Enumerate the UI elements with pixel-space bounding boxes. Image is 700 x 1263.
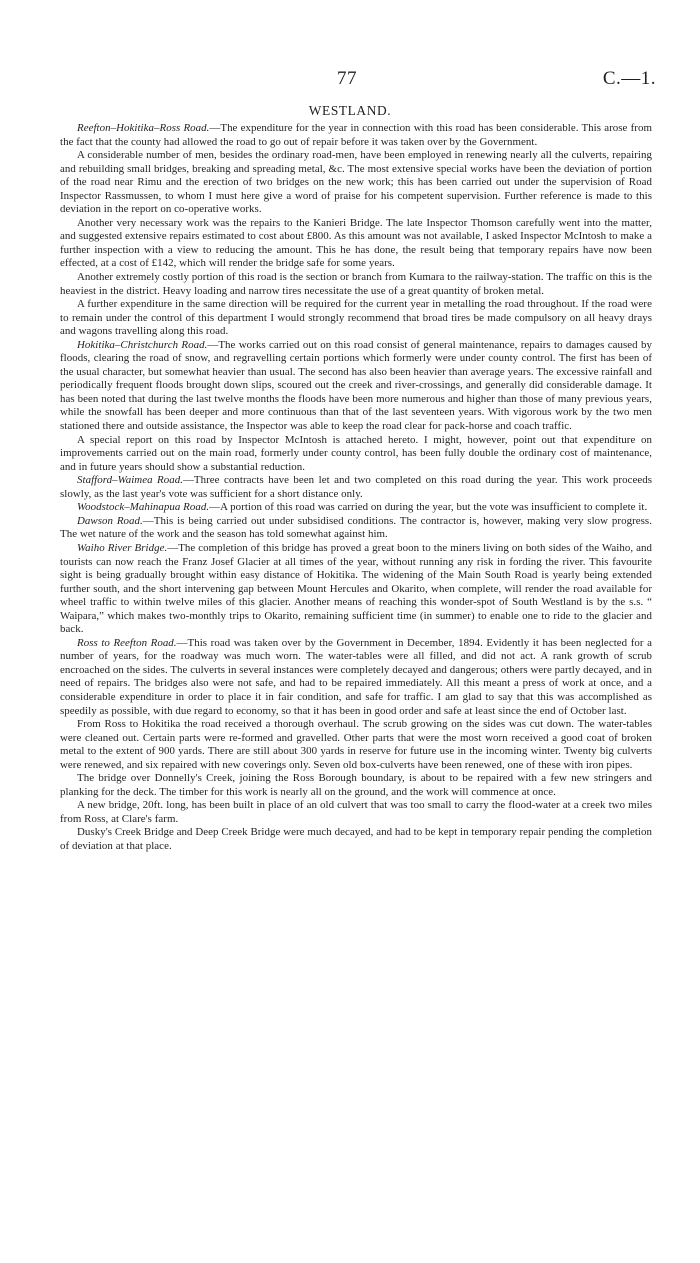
report-body <box>60 122 652 854</box>
paragraph <box>60 637 652 718</box>
paragraph <box>60 298 652 339</box>
paragraph-text: —A portion of this road was carried on during the year, but the vote was insufficient to complete it. <box>209 501 648 514</box>
paragraph <box>60 474 652 501</box>
paragraph-heading: Dawson Road. <box>77 514 143 527</box>
paragraph <box>60 542 652 637</box>
paragraph <box>60 799 652 826</box>
paragraph-heading: Hokitika–Christchurch Road. <box>77 338 208 351</box>
paragraph-heading: Ross to Reefton Road. <box>77 636 177 649</box>
paragraph-text: Another very necessary work was the repairs to the Kanieri Bridge. The late Inspector Thomson carefully went into the matter, and suggested extensive repairs estimated to cost about £800. As this amount was not available, I asked Inspector McIntosh to make a further inspection with a view to reducing the amount. This he has done, the result being that temporary repairs have now been effected, at a cost of £142, which will render the bridge safe for some years. <box>60 216 652 270</box>
paragraph <box>60 826 652 853</box>
paragraph <box>60 217 652 271</box>
paragraph-heading: Waiho River Bridge. <box>77 541 168 554</box>
paragraph-text: From Ross to Hokitika the road received a thorough overhaul. The scrub growing on the sides was cut down. The water-tables were cleaned out. Certain parts were re-formed and gravelled. Other parts that were the most worn received a good coat of broken metal to the extent of 900 yards. There are still about 300 yards in reserve for future use in the incoming winter. Twenty big culverts were renewed, and six repaired with new coverings only. Seven old box-culverts have been renewed, one of these with iron pipes. <box>60 718 652 771</box>
document-reference: C.—1. <box>602 68 656 89</box>
paragraph-text: A special report on this road by Inspector McIntosh is attached hereto. I might, however, point out that expenditure on improvements carried out on the main road, formerly under county control, has been fully double the ordinary cost of maintenance, and in future years should show a substantial reduction. <box>60 433 652 473</box>
page-number: 77 <box>337 68 357 89</box>
paragraph-text: —The works carried out on this road consist of general maintenance, repairs to damages caused by floods, clearing the road of snow, and regravelling certain portions which formerly were under county control. The first has been of the usual character, but somewhat heavier than usual. The second has also been heavier than average years. The excessive rainfall and periodically frequent floods brought down slips, scoured out the creek and river-crossings, and generally did considerable damage. It has been noted that during the last twelve months the floods have been more numerous and higher than those of many previous years, while the snowfall has been deeper and more continuous than that of the last seventeen years. With vigorous work by the two men stationed there and outside assistance, the Inspector was able to keep the road clear for pack-horse and coach traffic. <box>60 338 652 433</box>
paragraph-text: Another extremely costly portion of this road is the section or branch from Kumara to the railway-station. The traffic on this is the heaviest in the district. Heavy loading and narrow tires necessitate the use of a great quantity of broken metal. <box>60 271 652 297</box>
paragraph <box>60 339 652 434</box>
paragraph-text: A further expenditure in the same direction will be required for the current year in metalling the road throughout. If the road were to remain under the control of this department I would strongly recommend that broad tires be made compulsory on all heavy drays and wagons travelling along this road. <box>60 298 652 338</box>
paragraph-heading: Reefton–Hokitika–Ross Road. <box>77 122 210 134</box>
paragraph-text: —This is being carried out under subsidised conditions. The contractor is, however, making very slow progress. The wet nature of the work and the season has told somewhat against him. <box>60 514 652 541</box>
paragraph-text: A new bridge, 20ft. long, has been built in place of an old culvert that was too small to carry the flood-water at a creek two miles from Ross, at Clare's farm. <box>60 799 652 825</box>
paragraph <box>60 434 652 475</box>
paragraph <box>60 718 652 772</box>
paragraph-text: —Three contracts have been let and two completed on this road during the year. This work proceeds slowly, as the last year's vote was sufficient for a short distance only. <box>60 474 652 500</box>
paragraph <box>60 122 652 149</box>
paragraph <box>60 772 652 799</box>
paragraph-text: A considerable number of men, besides the ordinary road-men, have been employed in renewing nearly all the culverts, repairing and rebuilding small bridges, breaking and spreading metal, &c. The most extensive special works have been the deviation of portion of the road near Rimu and the erection of two bridges on the new work; this has been carried out under the supervision of Road Inspector Rassmussen, to whom I must here give a word of praise for his competent supervision. Further reference is made to this deviation in the report on co-operative works. <box>60 149 652 216</box>
paragraph-text: The bridge over Donnelly's Creek, joining the Ross Borough boundary, is about to be repaired with a few new stringers and planking for the deck. The timber for this work is nearly all on the ground, and the work will commence at once. <box>60 772 652 798</box>
paragraph-text: —The expenditure for the year in connection with this road has been considerable. This arose from the fact that the county had allowed the road to go out of repair before it was taken over by the Government. <box>60 122 652 148</box>
paragraph-heading: Stafford–Waimea Road. <box>77 474 183 487</box>
paragraph <box>60 515 652 542</box>
paragraph-text: Dusky's Creek Bridge and Deep Creek Bridge were much decayed, and had to be kept in temporary repair pending the completion of deviation at that place. <box>60 826 652 852</box>
paragraph <box>60 501 652 515</box>
paragraph <box>60 149 652 217</box>
paragraph-text: —The completion of this bridge has proved a great boon to the miners living on both sides of the Waiho, and tourists can now reach the Franz Josef Glacier at all times of the year, without running any risk in fording the river. This favourite sight is being gradually brought within easy distance of Hokitika. The widening of the Main South Road is yearly being extended further south, and the short intervening gap between Mount Hercules and Okarito, when complete, will render the road available for wheel traffic to within twelve miles of this glacier. Another means of reaching this wonder-spot of South Westland is by the s.s. “ Waipara,” which makes two-monthly trips to Okarito, remaining sufficient time (in summer) to enable one to ride to the glacier and back. <box>60 541 652 636</box>
paragraph <box>60 271 652 298</box>
paragraph-text: —This road was taken over by the Government in December, 1894. Evidently it has been neglected for a number of years, for the roadway was much worn. The water-tables were all filled, and did not act. A rank growth of scrub encroached on the sides. The culverts in several instances were completely decayed and dangerous; others were partly decayed, and in need of repairs. The bridges also were not safe, and had to be repaired immediately. All this meant a press of work at once, and a considerable expenditure in order to place it in fair condition, and safe for traffic. I am glad to say that this was accomplished as speedily as possible, with due regard to economy, so that it has been in good order and safe at least since the end of October last. <box>60 636 652 717</box>
section-title: WESTLAND. <box>308 103 392 118</box>
paragraph-heading: Woodstock–Mahinapua Road. <box>77 501 210 514</box>
